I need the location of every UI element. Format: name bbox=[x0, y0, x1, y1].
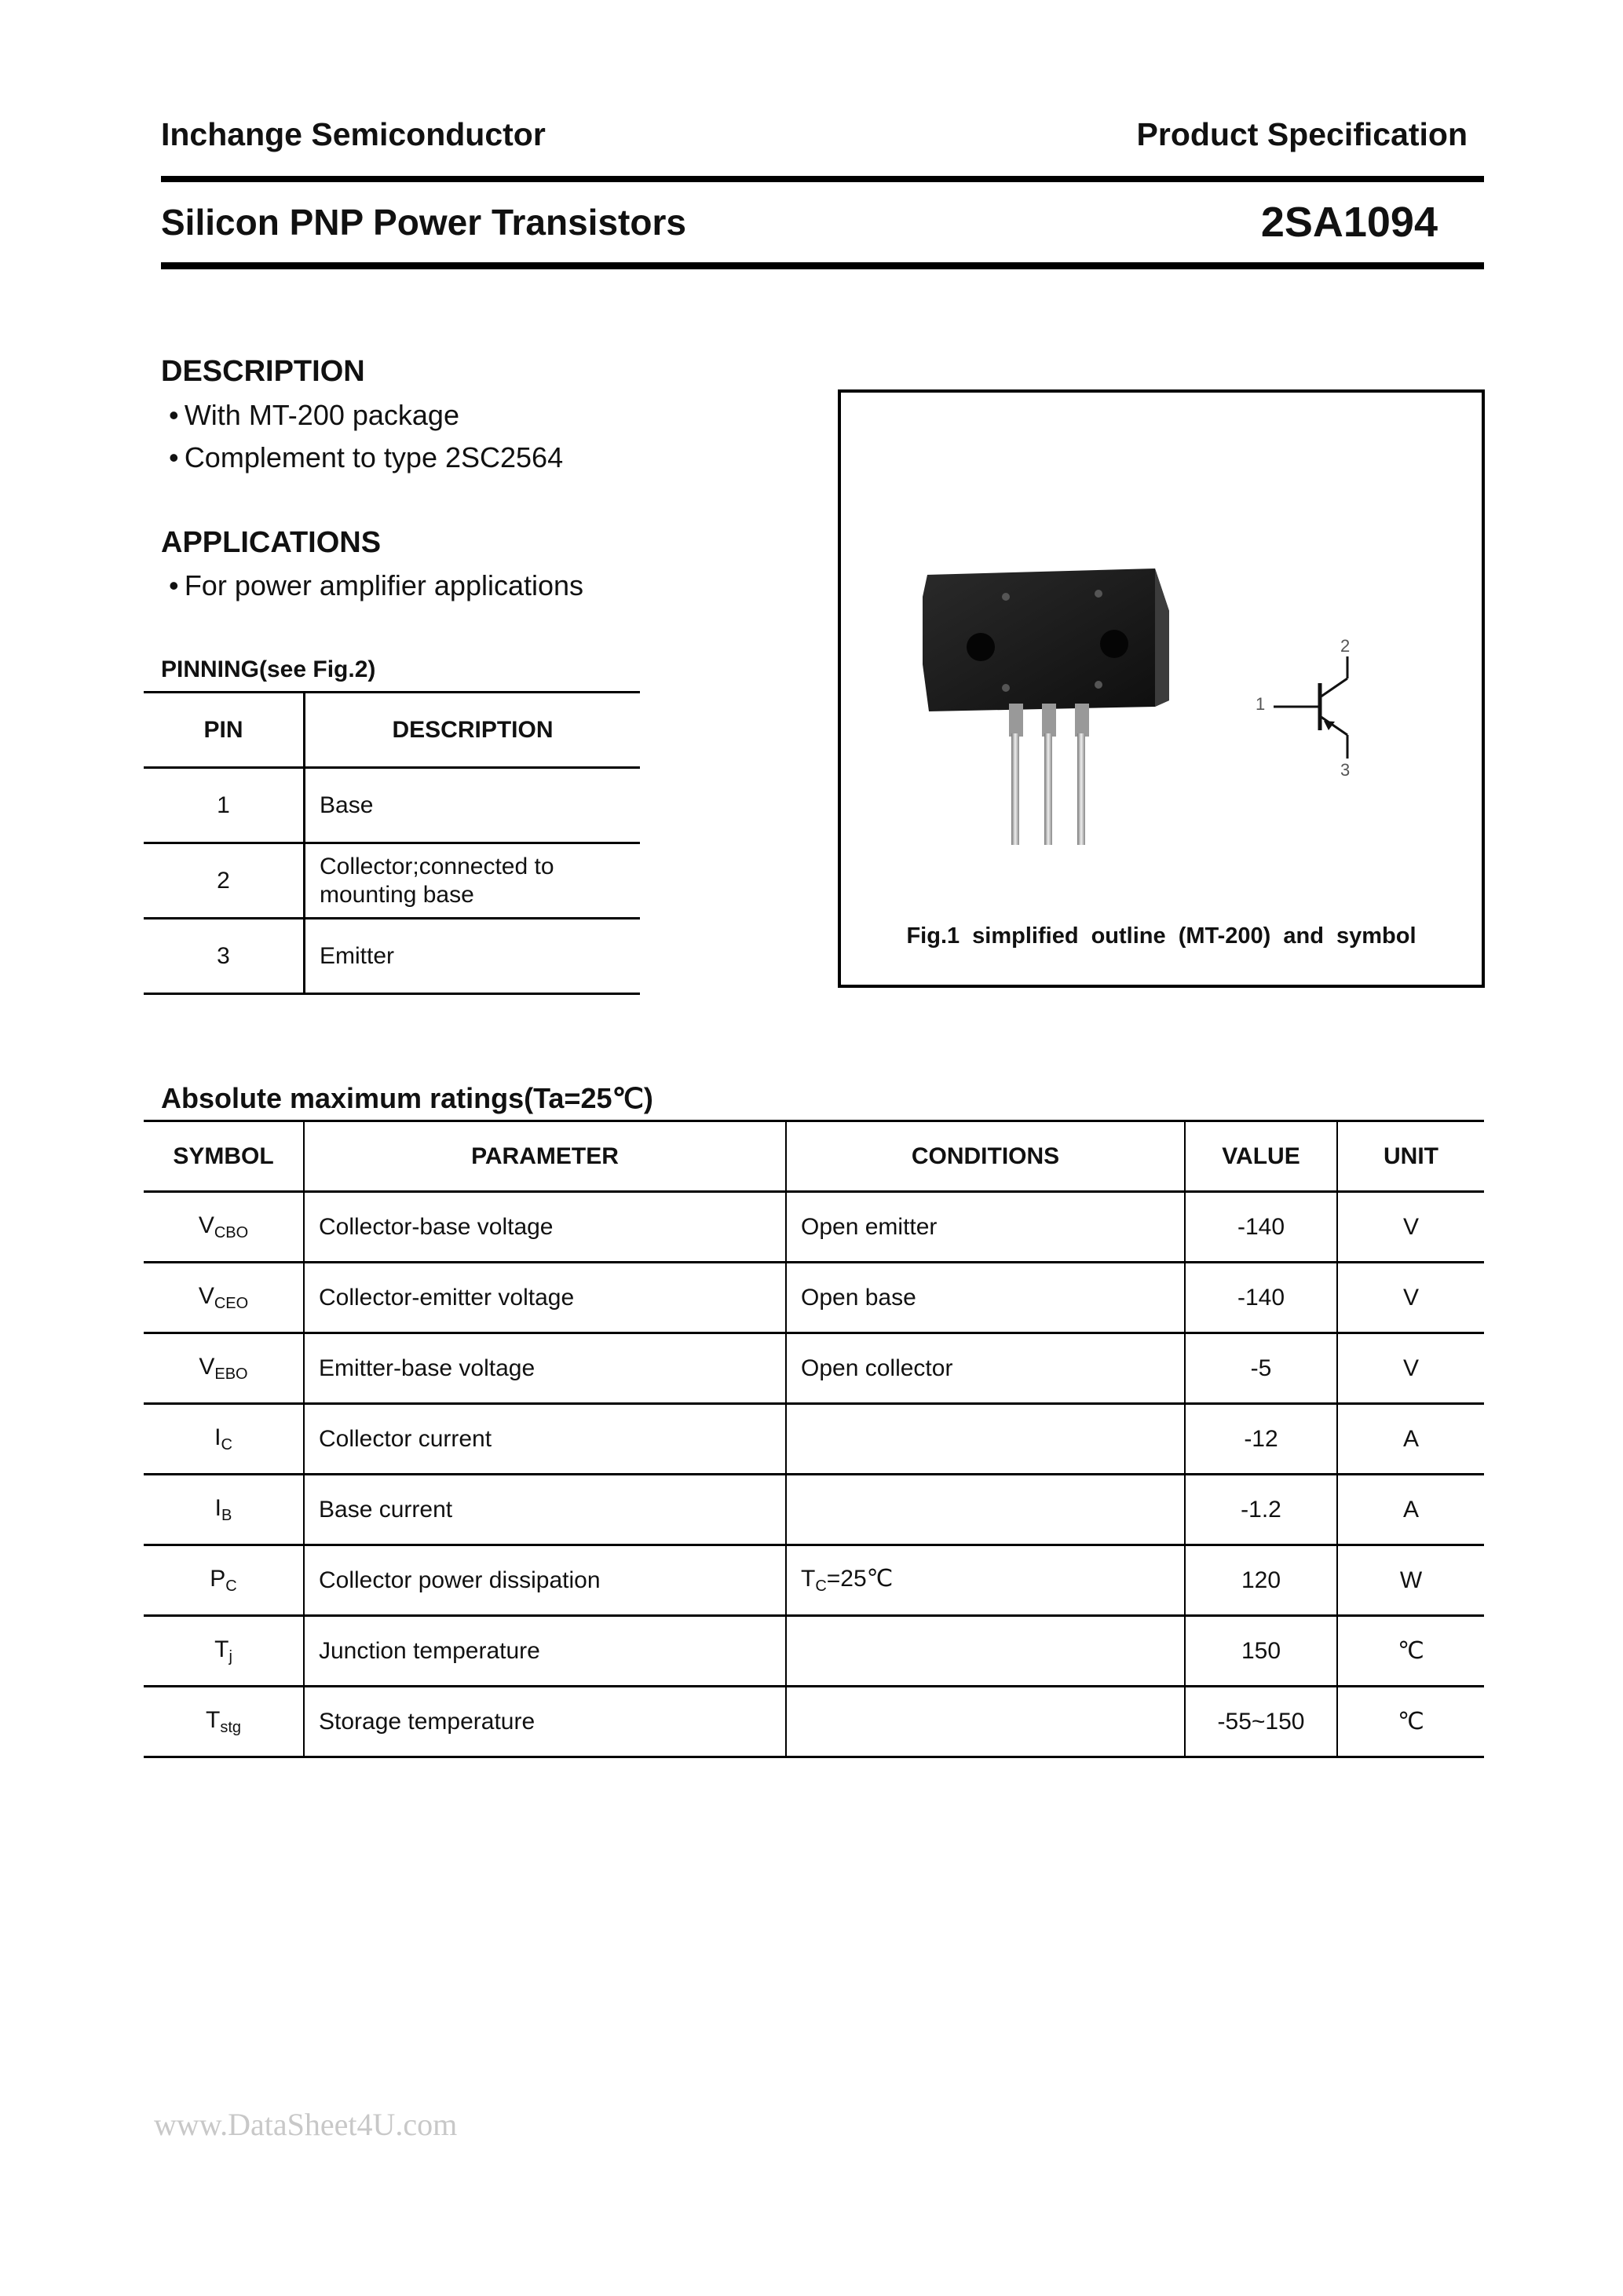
unit-cell: A bbox=[1402, 1425, 1419, 1452]
value-cell: -55~150 bbox=[1185, 1687, 1337, 1757]
unit-cell: V bbox=[1402, 1284, 1419, 1311]
conditions-cell: Open collector bbox=[786, 1333, 1185, 1404]
conditions-cell bbox=[786, 1616, 1185, 1687]
header-rule-bottom bbox=[161, 262, 1484, 269]
pin-number: 3 bbox=[144, 919, 305, 994]
parameter-cell: Junction temperature bbox=[304, 1616, 786, 1687]
symbol-cell: $T_{stg}$ bbox=[144, 1687, 304, 1757]
parameter-column-header: PARAMETER bbox=[304, 1121, 786, 1192]
table-row bbox=[144, 1616, 1484, 1687]
unit-cell: W bbox=[1399, 1567, 1423, 1593]
parameter-cell: Emitter-base voltage bbox=[304, 1333, 786, 1404]
symbol-cell: $I_C$ bbox=[144, 1404, 304, 1475]
value-cell: -140 bbox=[1185, 1263, 1337, 1333]
page-title: Silicon PNP Power Transistors bbox=[161, 202, 686, 243]
symbol-cell: $P_C$ bbox=[144, 1545, 304, 1616]
applications-heading: APPLICATIONS bbox=[161, 526, 382, 559]
pin-number: 2 bbox=[144, 843, 305, 919]
value-cell: -12 bbox=[1185, 1404, 1337, 1475]
value-cell: -5 bbox=[1185, 1333, 1337, 1404]
description-item: • Complement to type 2SC2564 bbox=[169, 441, 564, 473]
value-cell: -1.2 bbox=[1185, 1475, 1337, 1545]
value-cell: 150 bbox=[1185, 1616, 1337, 1687]
pinning-table bbox=[144, 691, 640, 995]
pin-description: Collector;connected to mounting base bbox=[320, 853, 554, 908]
symbol-cell: $V_{CEO}$ bbox=[144, 1263, 304, 1333]
company-name: Inchange Semiconductor bbox=[161, 116, 546, 152]
ratings-table bbox=[144, 1120, 1484, 1758]
value-cell: 120 bbox=[1185, 1545, 1337, 1616]
figure-caption: Fig.1 simplified outline (MT-200) and symbol bbox=[906, 923, 1416, 949]
symbol-cell: $V_{EBO}$ bbox=[144, 1333, 304, 1404]
table-row bbox=[144, 1192, 1484, 1263]
table-row bbox=[144, 1545, 1484, 1616]
conditions-column-header: CONDITIONS bbox=[786, 1121, 1185, 1192]
value-column-header: VALUE bbox=[1185, 1121, 1337, 1192]
table-row bbox=[144, 1475, 1484, 1545]
unit-cell: ℃ bbox=[1398, 1638, 1424, 1664]
unit-column-header: UNIT bbox=[1384, 1143, 1438, 1169]
table-row bbox=[144, 1333, 1484, 1404]
parameter-cell: Collector power dissipation bbox=[304, 1545, 786, 1616]
table-row bbox=[144, 1404, 1484, 1475]
description-item: • With MT-200 package bbox=[169, 399, 459, 431]
ratings-heading: Absolute maximum ratings(Ta=25℃) bbox=[161, 1082, 653, 1114]
table-row bbox=[144, 1263, 1484, 1333]
parameter-cell: Base current bbox=[304, 1475, 786, 1545]
unit-cell: V bbox=[1402, 1355, 1419, 1381]
symbol-label-base: 1 bbox=[1256, 694, 1266, 714]
figure-box bbox=[838, 389, 1485, 988]
pin-number: 1 bbox=[144, 768, 305, 843]
conditions-cell: Open emitter bbox=[786, 1192, 1185, 1263]
parameter-cell: Collector-emitter voltage bbox=[304, 1263, 786, 1333]
description-heading: DESCRIPTION bbox=[161, 355, 365, 388]
value-cell: -140 bbox=[1185, 1192, 1337, 1263]
unit-cell: V bbox=[1402, 1213, 1419, 1240]
parameter-cell: Storage temperature bbox=[304, 1687, 786, 1757]
parameter-cell: Collector current bbox=[304, 1404, 786, 1475]
pin-description: Base bbox=[320, 792, 374, 818]
conditions-cell: $T_C=25℃$ bbox=[786, 1545, 1185, 1616]
conditions-cell: Open base bbox=[786, 1263, 1185, 1333]
unit-cell: A bbox=[1402, 1496, 1419, 1523]
unit-cell: ℃ bbox=[1398, 1709, 1424, 1735]
pin-column-header: PIN bbox=[144, 693, 305, 768]
symbol-cell: $V_{CBO}$ bbox=[144, 1192, 304, 1263]
symbol-label-emitter: 3 bbox=[1340, 760, 1351, 780]
conditions-cell bbox=[786, 1404, 1185, 1475]
watermark-text: www.DataSheet4U.com bbox=[154, 2107, 458, 2142]
table-row bbox=[144, 843, 640, 919]
symbol-label-collector: 2 bbox=[1340, 636, 1351, 656]
applications-item: • For power amplifier applications bbox=[169, 569, 584, 601]
table-row bbox=[144, 768, 640, 843]
parameter-cell: Collector-base voltage bbox=[304, 1192, 786, 1263]
symbol-cell: $I_B$ bbox=[144, 1475, 304, 1545]
part-number: 2SA1094 bbox=[1260, 199, 1438, 246]
symbol-cell: $T_j$ bbox=[144, 1616, 304, 1687]
conditions-cell bbox=[786, 1475, 1185, 1545]
header-rule-top bbox=[161, 176, 1484, 182]
table-row bbox=[144, 1687, 1484, 1757]
document-type: Product Specification bbox=[1136, 116, 1468, 152]
symbol-column-header: SYMBOL bbox=[144, 1121, 304, 1192]
mt200-package-image bbox=[919, 565, 1218, 848]
description-column-header: DESCRIPTION bbox=[392, 716, 554, 743]
table-row bbox=[144, 919, 640, 994]
pinning-heading: PINNING(see Fig.2) bbox=[161, 656, 376, 682]
conditions-cell bbox=[786, 1687, 1185, 1757]
pin-description: Emitter bbox=[320, 942, 395, 969]
